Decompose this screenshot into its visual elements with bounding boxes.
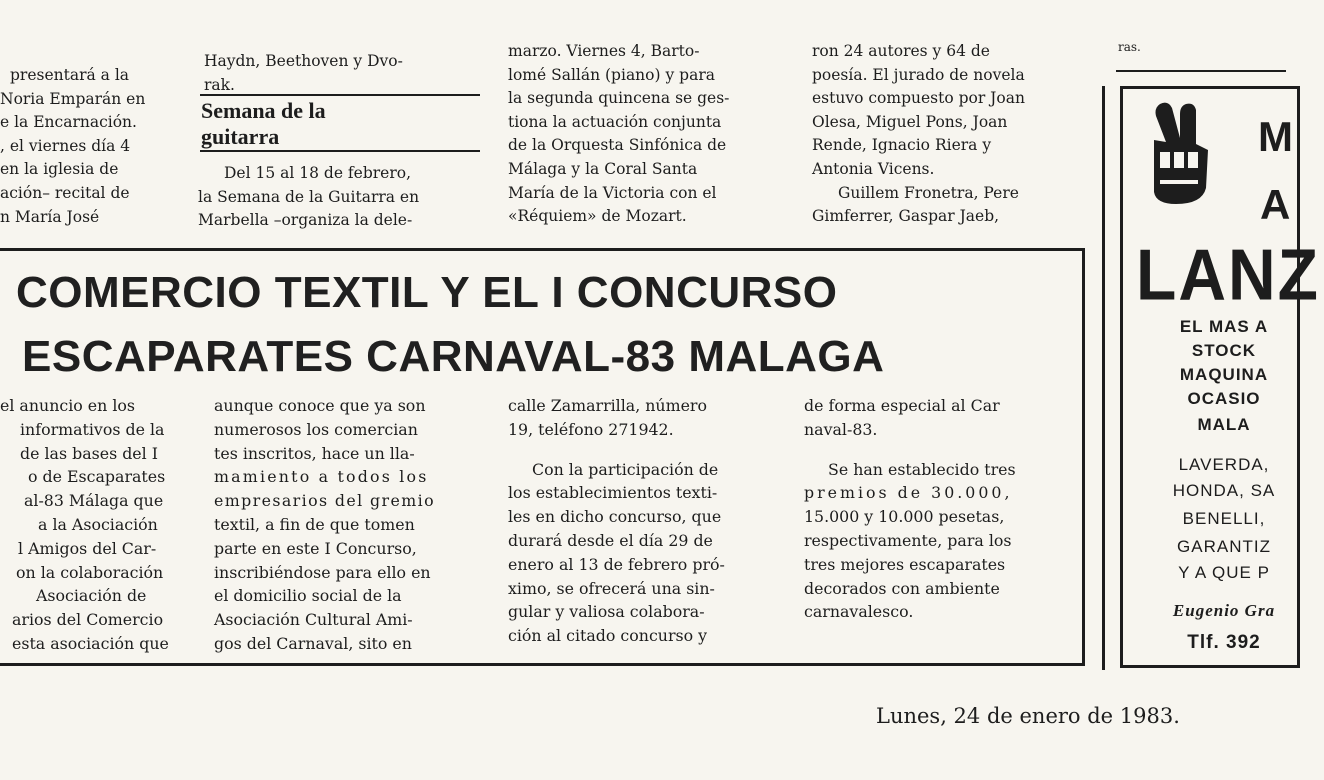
text-line: premios de 30.000,: [804, 483, 1013, 503]
text-line: , el viernes día 4: [0, 136, 131, 155]
text-line: la Semana de la Guitarra en: [198, 187, 420, 206]
text-line: Asociación de: [36, 586, 147, 606]
text-line: estuvo compuesto por Joan: [812, 89, 1025, 108]
ad-contact-name: Eugenio Gra: [1172, 601, 1276, 620]
ad-line: STOCK: [1191, 341, 1257, 360]
text-line: la segunda quincena se ges-: [508, 89, 730, 108]
text-line: durará desde el día 29 de: [508, 530, 713, 550]
top-column-3: [508, 40, 788, 229]
text-line: o de Escaparates: [28, 467, 166, 487]
text-line: de las bases del I: [20, 443, 158, 463]
article-headline: ESCAPARATES CARNAVAL-83 MALAGA: [22, 332, 885, 381]
text-line: el domicilio social de la: [214, 586, 402, 606]
text-line: de forma especial al Car: [804, 396, 1000, 415]
text-line: respectivamente, para los: [804, 530, 1012, 550]
ad-line: MALA: [1197, 415, 1251, 434]
text-line: presentará a la: [10, 66, 130, 84]
text-line: «Réquiem» de Mozart.: [508, 207, 687, 226]
text-line: Se han establecido tres: [828, 459, 1016, 479]
victory-hand-icon: [1146, 100, 1214, 208]
text-line: ximo, se ofrecerá una sin-: [508, 578, 715, 598]
section-heading-line: Semana de la: [201, 98, 326, 123]
ad-line: BENELLI,: [1182, 509, 1266, 528]
ad-contact-phone: Tlf. 392: [1187, 632, 1261, 653]
text-line: al-83 Málaga que: [24, 491, 164, 511]
text-line: n María José: [0, 207, 100, 226]
ad-line: MAQUINA: [1179, 365, 1269, 384]
text-line: Asociación Cultural Ami-: [214, 610, 413, 630]
ad-line: GARANTIZ: [1177, 537, 1271, 556]
text-line: rak.: [204, 75, 235, 94]
section-rule: [200, 94, 480, 96]
text-line: Rende, Ignacio Riera y: [812, 136, 992, 155]
text-line: gos del Carnaval, sito en: [214, 633, 412, 653]
text-line: numerosos los comercian: [214, 419, 418, 439]
text-line: Gimferrer, Gaspar Jaeb,: [812, 207, 1000, 226]
text-line: e la Encarnación.: [0, 113, 137, 132]
article-column-3: [508, 394, 778, 648]
article-headline: COMERCIO TEXTIL Y EL I CONCURSO: [16, 268, 838, 317]
text-line: Málaga y la Coral Santa: [508, 159, 698, 178]
text-line: tiona la actuación conjunta: [508, 112, 722, 131]
text-line: textil, a fin de que tomen: [214, 514, 415, 534]
text-line: en la iglesia de: [0, 160, 119, 179]
text-line: Con la participación de: [532, 459, 719, 479]
ad-letter: M: [1258, 113, 1293, 160]
ad-line: Y A QUE P: [1178, 563, 1270, 582]
text-line: a la Asociación: [38, 514, 158, 534]
text-line: ras.: [1118, 40, 1141, 54]
publication-date: Lunes, 24 de enero de 1983.: [876, 704, 1180, 728]
paragraph-gap: [508, 442, 778, 458]
text-line: calle Zamarrilla, número: [508, 396, 707, 415]
text-line: los establecimientos texti-: [508, 483, 718, 503]
text-line: naval-83.: [804, 419, 878, 439]
ad-line: OCASIO: [1187, 389, 1261, 408]
ad-line: EL MAS A: [1179, 317, 1269, 336]
text-line: Guillem Fronetra, Pere: [838, 183, 1019, 202]
column-rule: [1116, 70, 1286, 72]
text-line: 19, teléfono 271942.: [508, 419, 674, 439]
text-line: Olesa, Miguel Pons, Joan: [812, 112, 1008, 131]
section-heading: [201, 98, 326, 150]
text-line: les en dicho concurso, que: [508, 507, 722, 527]
text-line: ron 24 autores y 64 de: [812, 42, 990, 60]
text-line: gular y valiosa colabora-: [508, 602, 705, 622]
ad-line: HONDA, SA: [1172, 481, 1276, 500]
text-line: lomé Sallán (piano) y para: [508, 65, 715, 84]
text-line: arios del Comercio: [12, 610, 164, 630]
top-column-4: [812, 40, 1092, 229]
top-column-2: [204, 50, 484, 97]
ad-line: LAVERDA,: [1178, 455, 1270, 474]
text-line: tres mejores escaparates: [804, 554, 1006, 574]
text-line: Antonia Vicens.: [812, 159, 935, 178]
top-column-2-body: [198, 162, 478, 233]
text-line: poesía. El jurado de novela: [812, 65, 1025, 84]
article-column-1: [0, 394, 184, 656]
text-line: enero al 13 de febrero pró-: [508, 554, 725, 574]
text-line: decorados con ambiente: [804, 578, 1000, 598]
section-heading-line: guitarra: [201, 124, 280, 149]
text-line: aunque conoce que ya son: [214, 396, 426, 415]
text-line: informativos de la: [20, 419, 165, 439]
text-line: mamiento a todos los: [214, 467, 429, 487]
text-line: marzo. Viernes 4, Barto-: [508, 42, 700, 60]
text-line: empresarios del gremio: [214, 491, 435, 511]
text-line: carnavalesco.: [804, 602, 914, 622]
text-line: Del 15 al 18 de febrero,: [224, 164, 412, 182]
ad-divider: [1102, 86, 1105, 670]
text-line: tes inscritos, hace un lla-: [214, 443, 415, 463]
article-column-4: [804, 394, 1074, 624]
paragraph-gap: [804, 442, 1074, 458]
text-line: el anuncio en los: [0, 396, 136, 415]
text-line: inscribiéndose para ello en: [214, 562, 431, 582]
ad-title: LANZ: [1136, 233, 1320, 315]
text-line: esta asociación que: [12, 633, 169, 653]
text-line: de la Orquesta Sinfónica de: [508, 136, 727, 155]
text-line: María de la Victoria con el: [508, 183, 717, 202]
section-rule: [200, 150, 480, 152]
text-line: l Amigos del Car-: [18, 538, 157, 558]
article-column-2: [214, 394, 484, 656]
ad-letter: A: [1260, 181, 1291, 228]
text-line: ación– recital de: [0, 183, 130, 202]
text-line: Haydn, Beethoven y Dvo-: [204, 52, 403, 70]
top-column-1: [0, 64, 170, 229]
text-line: parte en este I Concurso,: [214, 538, 417, 558]
top-column-5: [1118, 36, 1178, 60]
text-line: 15.000 y 10.000 pesetas,: [804, 507, 1005, 527]
text-line: ción al citado concurso y: [508, 626, 708, 646]
text-line: Noria Emparán en: [0, 89, 146, 108]
text-line: Marbella –organiza la dele-: [198, 211, 413, 230]
text-line: on la colaboración: [16, 562, 164, 582]
